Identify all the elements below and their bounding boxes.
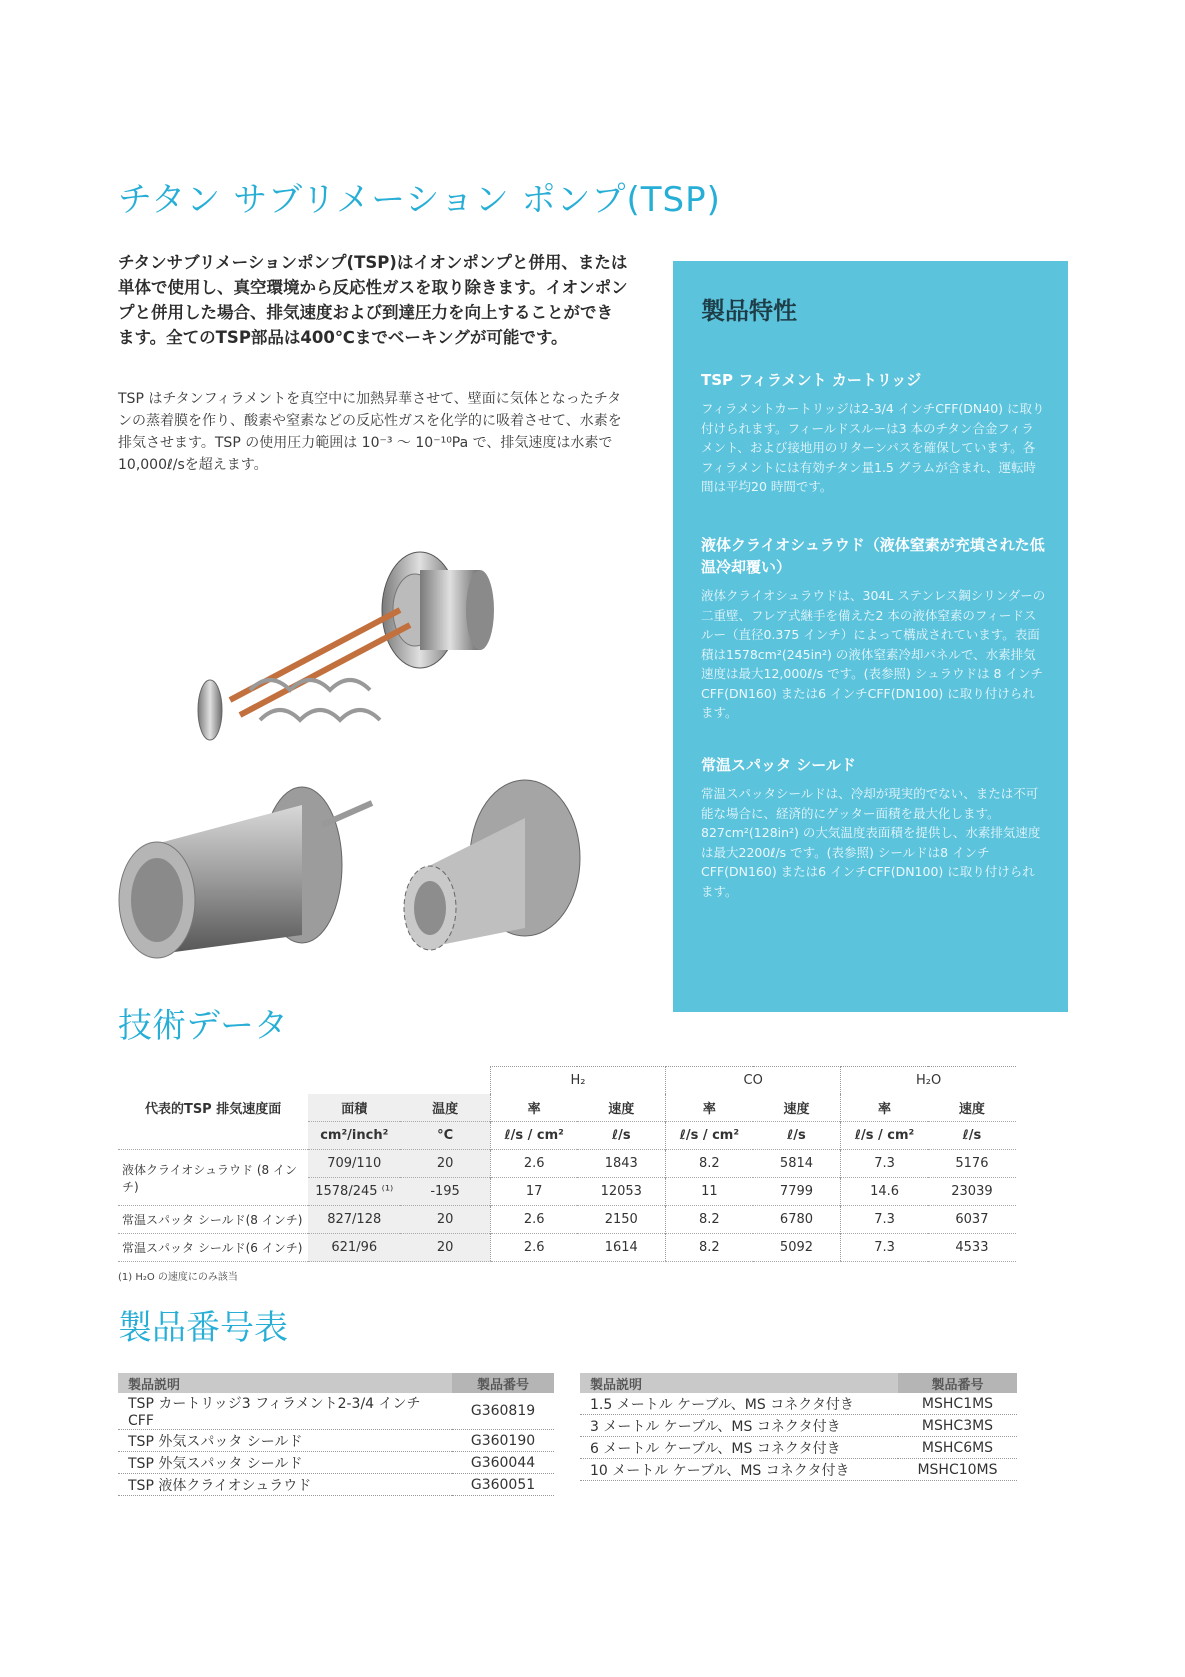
sputter-shield-photo <box>395 778 595 963</box>
table-cell: 8.2 <box>666 1234 753 1262</box>
product-num: MSHC10MS <box>898 1459 1017 1481</box>
features-heading: 製品特性 <box>701 297 797 325</box>
table-cell: 621/96 <box>308 1234 400 1262</box>
product-desc: 6 メートル ケーブル、MS コネクタ付き <box>580 1437 898 1459</box>
body-paragraph: TSP はチタンフィラメントを真空中に加熱昇華させて、壁面に気体となったチタンの蒸着膜を作り、酸素や窒素などの反応性ガスを化学的に吸着させて、水素を排気させます。TSP の使用圧力範囲は 10⁻³ ～ 10⁻¹⁰Pa で、排気速度は水素で10,000ℓ/sを超えます。 <box>118 391 622 473</box>
feature-sputter-shield <box>701 754 1046 901</box>
group-h2o: H₂O <box>841 1067 1016 1095</box>
table-row <box>118 1474 554 1496</box>
table-row <box>580 1437 1017 1459</box>
table-cell: 7.3 <box>841 1206 928 1234</box>
table-cell: 2.6 <box>490 1206 577 1234</box>
feature-cryoshroud <box>701 534 1046 723</box>
row-label-header: 代表的TSP 排気速度面 <box>144 1102 282 1118</box>
table-cell: 20 <box>400 1150 490 1178</box>
feature-text: フィラメントカートリッジは2-3/4 インチCFF(DN40) に取り付けられます。フィールドスルーは3 本のチタン合金フィラメント、および接地用のリターンパスを確保しています。各フィラメントには有効チタン量1.5 グラムが含まれ、運転時間は平均20 時間です。 <box>701 401 1045 494</box>
unit-cell: ℓ/s <box>928 1122 1016 1150</box>
table-cell: 2150 <box>577 1206 665 1234</box>
table-cell: 20 <box>400 1206 490 1234</box>
col-header: 率 <box>666 1094 753 1122</box>
table-cell: 5092 <box>753 1234 841 1262</box>
table-cell: 8.2 <box>666 1206 753 1234</box>
row-label: 常温スパッタ シールド(6 インチ) <box>118 1234 308 1262</box>
table-cell: 23039 <box>928 1178 1016 1206</box>
unit-cell: ℓ/s / cm² <box>490 1122 577 1150</box>
product-num: G360190 <box>452 1430 554 1452</box>
product-desc: 10 メートル ケーブル、MS コネクタ付き <box>580 1459 898 1481</box>
product-desc: 1.5 メートル ケーブル、MS コネクタ付き <box>580 1393 898 1415</box>
table-cell: 17 <box>490 1178 577 1206</box>
unit-cell: ℓ/s / cm² <box>841 1122 928 1150</box>
product-num: MSHC3MS <box>898 1415 1017 1437</box>
table-row <box>118 1234 1016 1262</box>
feature-title: 液体クライオシュラウド（液体窒素が充填された低温冷却覆い） <box>701 536 1045 576</box>
col-header: 率 <box>490 1094 577 1122</box>
unit-cell: ℓ/s <box>753 1122 841 1150</box>
table-cell: 1614 <box>577 1234 665 1262</box>
row-label: 液体クライオシュラウド (8 インチ) <box>118 1150 308 1206</box>
product-table-right <box>580 1373 1017 1481</box>
row-label: 常温スパッタ シールド(8 インチ) <box>118 1206 308 1234</box>
col-header: 速度 <box>608 1102 635 1117</box>
unit-cell: °C <box>400 1122 490 1150</box>
col-header: 面積 <box>308 1094 400 1122</box>
table-cell: 12053 <box>577 1178 665 1206</box>
product-num: G360819 <box>452 1393 554 1430</box>
num-header: 製品番号 <box>452 1373 554 1393</box>
table-cell: 1578/245 ⁽¹⁾ <box>308 1178 400 1206</box>
table-cell: 709/110 <box>308 1150 400 1178</box>
feature-text: 常温スパッタシールドは、冷却が現実的でない、または不可能な場合に、経済的にゲッター面積を最大化します。827cm²(128in²) の大気温度表面積を提供し、水素排気速度は最大2200ℓ/s です。(表参照) シールドは8 インチCFF(DN160) または6 インチCFF(DN100) に取り付けられます。 <box>701 786 1041 899</box>
feature-title: TSP フィラメント カートリッジ <box>701 371 922 389</box>
product-desc: TSP 外気スパッタ シールド <box>118 1452 452 1474</box>
product-desc: TSP カートリッジ3 フィラメント2-3/4 インチCFF <box>118 1393 452 1430</box>
group-h2: H₂ <box>490 1067 665 1095</box>
product-num: MSHC1MS <box>898 1393 1017 1415</box>
product-desc: TSP 液体クライオシュラウド <box>118 1474 452 1496</box>
cryoshroud-photo <box>112 785 377 975</box>
lead-paragraph: チタンサブリメーションポンプ(TSP)はイオンポンプと併用、または単体で使用し、真空環境から反応性ガスを取り除きます。イオンポンプと併用した場合、排気速度および到達圧力を向上することができます。全てのTSP部品は400℃までベーキングが可能です。 <box>118 253 628 347</box>
table-row <box>580 1459 1017 1481</box>
product-desc: TSP 外気スパッタ シールド <box>118 1430 452 1452</box>
table-cell: 20 <box>400 1234 490 1262</box>
table-row <box>580 1415 1017 1437</box>
group-co: CO <box>666 1067 841 1095</box>
table-row <box>118 1393 554 1430</box>
filament-cartridge-photo <box>190 540 510 760</box>
table-cell: 7.3 <box>841 1234 928 1262</box>
table-row <box>118 1430 554 1452</box>
table-cell: 5176 <box>928 1150 1016 1178</box>
desc-header: 製品説明 <box>118 1373 452 1393</box>
col-header: 速度 <box>958 1102 985 1117</box>
table-cell: 8.2 <box>666 1150 753 1178</box>
tech-heading: 技術データ <box>118 1006 288 1046</box>
table-footnote: (1) H₂O の速度にのみ該当 <box>118 1272 238 1283</box>
product-table-left <box>118 1373 554 1496</box>
unit-cell: ℓ/s / cm² <box>666 1122 753 1150</box>
features-panel <box>673 261 1068 1012</box>
table-cell: 2.6 <box>490 1150 577 1178</box>
product-num: G360044 <box>452 1452 554 1474</box>
col-header: 率 <box>841 1094 928 1122</box>
table-cell: 6780 <box>753 1206 841 1234</box>
table-cell: 4533 <box>928 1234 1016 1262</box>
unit-cell: cm²/inch² <box>308 1122 400 1150</box>
table-cell: 11 <box>666 1178 753 1206</box>
table-row <box>118 1206 1016 1234</box>
feature-filament <box>701 369 1046 497</box>
product-num: G360051 <box>452 1474 554 1496</box>
table-cell: -195 <box>400 1178 490 1206</box>
product-num: MSHC6MS <box>898 1437 1017 1459</box>
table-cell: 7.3 <box>841 1150 928 1178</box>
table-row <box>118 1452 554 1474</box>
feature-text: 液体クライオシュラウドは、304L ステンレス鋼シリンダーの二重壁、フレア式継手を備えた2 本の液体窒素のフィードスルー（直径0.375 インチ）によって構成されています。表面積は1578cm²(245in²) の液体窒素冷却パネルで、水素排気速度は最大12,000ℓ/s です。(表参照) シュラウドは 8 インチCFF(DN160) または6 インチCFF(DN100) に取り付けられます。 <box>701 588 1046 720</box>
feature-title: 常温スパッタ シールド <box>701 756 856 774</box>
unit-cell: ℓ/s <box>577 1122 665 1150</box>
desc-header: 製品説明 <box>580 1373 898 1393</box>
table-cell: 2.6 <box>490 1234 577 1262</box>
table-row <box>118 1150 1016 1178</box>
tech-table <box>118 1066 1016 1262</box>
col-header: 速度 <box>783 1102 810 1117</box>
table-cell: 6037 <box>928 1206 1016 1234</box>
products-heading: 製品番号表 <box>118 1308 288 1348</box>
table-cell: 7799 <box>753 1178 841 1206</box>
table-cell: 14.6 <box>841 1178 928 1206</box>
table-cell: 5814 <box>753 1150 841 1178</box>
col-header: 温度 <box>400 1094 490 1122</box>
product-desc: 3 メートル ケーブル、MS コネクタ付き <box>580 1415 898 1437</box>
page-title: チタン サブリメーション ポンプ(TSP) <box>118 180 721 220</box>
num-header: 製品番号 <box>898 1373 1017 1393</box>
table-cell: 827/128 <box>308 1206 400 1234</box>
table-cell: 1843 <box>577 1150 665 1178</box>
table-row <box>580 1393 1017 1415</box>
